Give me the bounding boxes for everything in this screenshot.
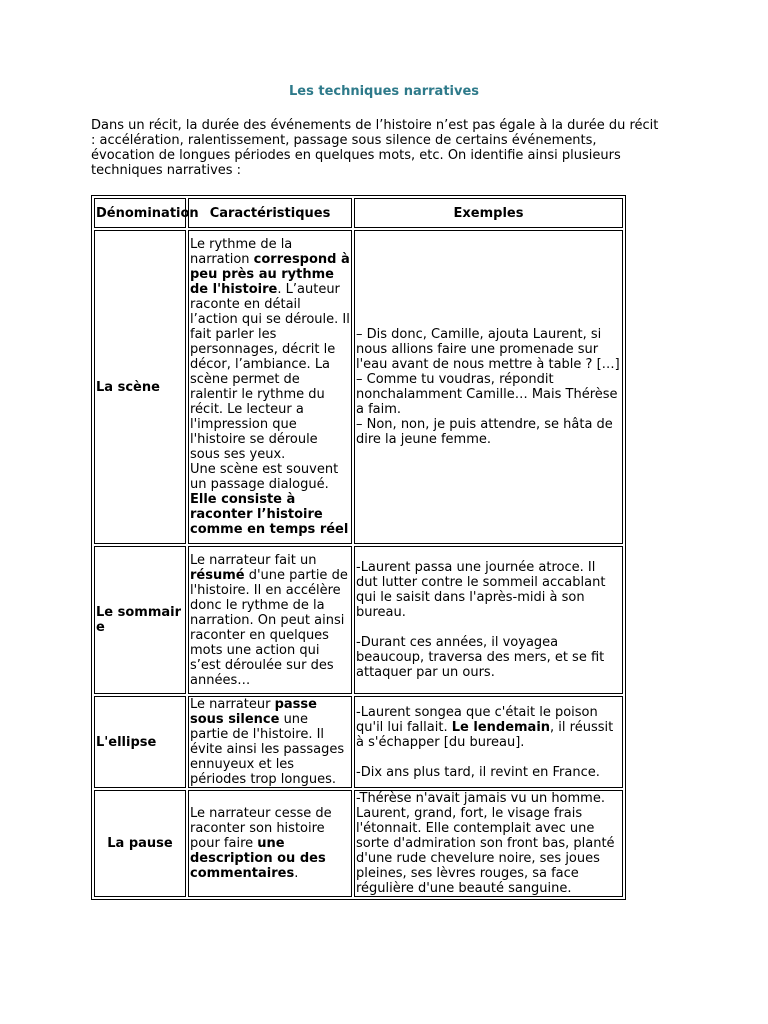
technique-description (188, 790, 352, 897)
body-text: d'une partie de l'histoire. Il en accélère donc le rythme de la narration. On peut ainsi raconter en quelques mots une action qui s’est déroulée sur des années… (190, 567, 348, 688)
body-text: -Laurent songea que c'était le poison qu'il lui fallait. (356, 704, 598, 735)
technique-name: La scène (94, 230, 186, 544)
header-caracteristiques: Caractéristiques (188, 198, 352, 228)
emphasis-text: résumé (190, 567, 245, 583)
page-title: Les techniques narratives (288, 84, 480, 99)
technique-name: Le sommaire (94, 546, 186, 694)
example-paragraph (356, 327, 621, 447)
table-row (94, 230, 623, 544)
example-paragraph (356, 635, 621, 680)
table-row (94, 790, 623, 897)
body-text: . L’auteur raconte en détail l’action qui se déroule. Il fait parler les personnages, décrit le décor, l’ambiance. La scène permet de ralentir le rythme du récit. Le lecteur a l'impression que l'histoire se déroule sous ses yeux. (190, 282, 350, 462)
body-text: -Durant ces années, il voyagea beaucoup, traversa des mers, et se fit attaquer par un ours. (356, 635, 605, 680)
techniques-table (91, 195, 626, 900)
body-text: -Dix ans plus tard, il revint en France. (356, 764, 600, 780)
body-text: , il réussit à s'échapper [du bureau]. (356, 719, 614, 750)
technique-description (188, 546, 352, 694)
emphasis-text: correspond à peu près au rythme de l'histoire (190, 252, 350, 297)
example-paragraph (356, 791, 621, 896)
example-paragraph (356, 705, 621, 750)
intro-paragraph: Dans un récit, la durée des événements de l’histoire n’est pas égale à la durée du récit : accélération, ralentissement, passage sous silence de certains événements, évocation de longues périodes en quelques mots, etc. On identifie ainsi plusieurs techniques narratives : (91, 118, 659, 178)
body-text: Le narrateur fait un (190, 552, 317, 568)
technique-name: La pause (94, 790, 186, 897)
technique-description (188, 696, 352, 788)
table-header-row (94, 198, 623, 228)
technique-example (354, 546, 623, 694)
body-text: – Dis donc, Camille, ajouta Laurent, si nous allions faire une promenade sur l'eau avant de nous mettre à table ? […] (356, 327, 620, 372)
technique-description (188, 230, 352, 544)
table-row (94, 696, 623, 788)
body-text: Le rythme de la narration (190, 237, 293, 267)
body-text: une partie de l'histoire. Il évite ainsi les passages ennuyeux et les périodes trop longues. (190, 712, 345, 787)
technique-example (354, 230, 623, 544)
example-paragraph (356, 765, 621, 780)
example-paragraph (356, 560, 621, 620)
technique-example (354, 790, 623, 897)
body-text: . (294, 866, 299, 881)
header-denomination: Dénomination (94, 198, 186, 228)
emphasis-text: une description ou des commentaires (190, 836, 326, 881)
body-text: Une scène est souvent un passage dialogué. (190, 462, 339, 492)
body-text: Le narrateur (190, 697, 275, 712)
header-exemples: Exemples (354, 198, 623, 228)
emphasis-text: passe sous silence (190, 697, 317, 727)
paragraph-gap (356, 620, 621, 635)
body-text: -Laurent passa une journée atroce. Il dut lutter contre le sommeil accablant qui le saisit dans l'après-midi à son bureau. (356, 560, 606, 620)
emphasis-text: Elle consiste à raconter l’histoire comme en temps réel (190, 492, 349, 537)
technique-name: L'ellipse (94, 696, 186, 788)
paragraph-gap (356, 750, 621, 765)
table-row (94, 546, 623, 694)
technique-example (354, 696, 623, 788)
body-text: – Non, non, je puis attendre, se hâta de dire la jeune femme. (356, 417, 613, 447)
body-text: -Thérèse n'avait jamais vu un homme. Laurent, grand, fort, le visage frais l'étonnait. Elle contemplait avec une sorte d'admiration son front bas, planté d'une rude chevelure noire, ses joues pleines, ses lèvres rouges, sa face régulière d'une beauté sanguine. (356, 791, 615, 896)
emphasis-text: Le lendemain (451, 719, 551, 735)
body-text: – Comme tu voudras, répondit nonchalamment Camille… Mais Thérèse a faim. (356, 372, 618, 417)
body-text: Le narrateur cesse de raconter son histoire pour faire (190, 806, 332, 851)
